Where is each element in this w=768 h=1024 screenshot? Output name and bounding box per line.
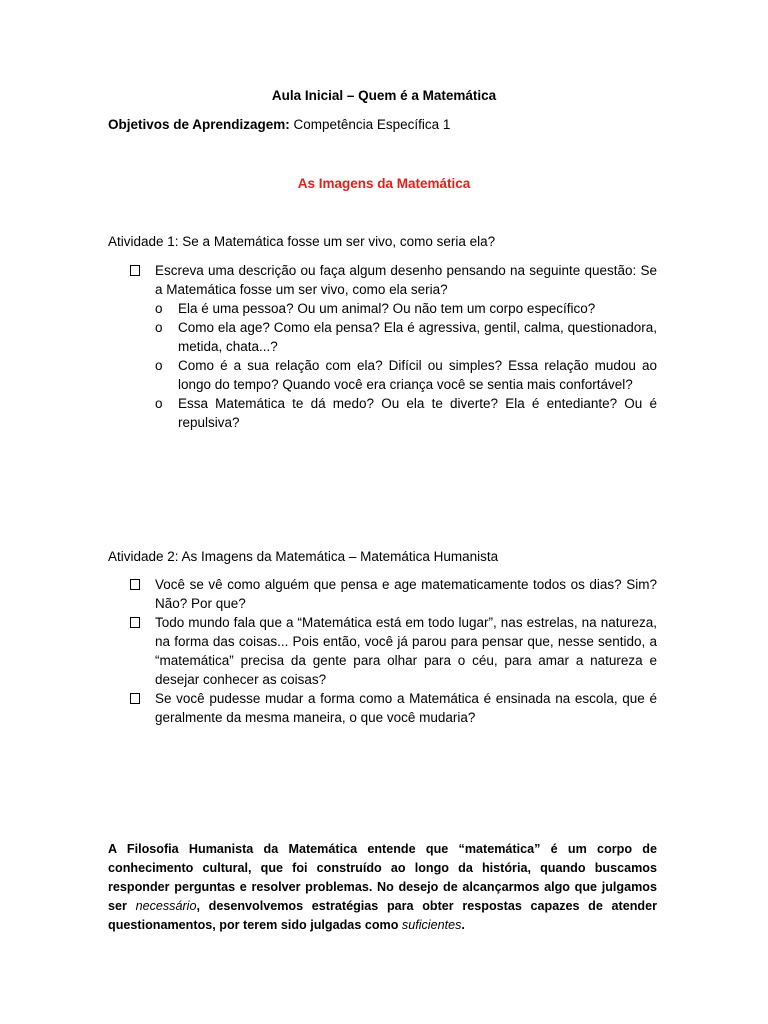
philosophy-italic-suficientes: suficientes	[401, 918, 462, 932]
section-subtitle: As Imagens da Matemática	[297, 176, 471, 191]
sub-list-item	[130, 299, 657, 318]
sub-item-text: Como ela age? Como ela pensa? Ela é agressiva, gentil, calma, questionadora, metida, chata...?	[178, 320, 657, 354]
humanist-philosophy-paragraph	[108, 840, 657, 935]
sub-bullet-marker: o	[155, 396, 163, 411]
list-item	[130, 261, 657, 299]
objectives-value: Competência Específica 1	[289, 117, 451, 132]
philosophy-text-1: A Filosofia Humanista da Matemática entende que “matemática” é um corpo de conhecimento cultural, que foi construído ao longo da história, quando buscamos responder perguntas e resolver problemas. No desejo de alcançarmos algo que julgamos ser	[108, 842, 657, 913]
activity-2-bullet-text: Se você pudesse mudar a forma como a Matemática é ensinada na escola, que é geralmente da mesma maneira, o que você mudaria?	[155, 691, 657, 725]
activity-1-list	[130, 261, 657, 432]
activity-2-heading: Atividade 2: As Imagens da Matemática – Matemática Humanista	[108, 549, 499, 564]
philosophy-text-3: .	[461, 918, 465, 932]
sub-item-text: Como é a sua relação com ela? Difícil ou simples? Essa relação mudou ao longo do tempo? Quando você era criança você se sentia mais confortável?	[178, 358, 657, 392]
sub-list-item	[130, 356, 657, 394]
sub-item-text: Essa Matemática te dá medo? Ou ela te diverte? Ela é entediante? Ou é repulsiva?	[178, 396, 657, 430]
philosophy-text-2: , desenvolvemos estratégias para obter respostas capazes de atender questionamentos, por terem sido julgadas como	[108, 899, 657, 932]
activity-1-heading: Atividade 1: Se a Matemática fosse um ser vivo, como seria ela?	[108, 234, 496, 249]
activity-2-bullet-text: Todo mundo fala que a “Matemática está em todo lugar”, nas estrelas, na natureza, na forma das coisas... Pois então, você já parou para pensar que, nesse sentido, a “matemática” precisa da gente para olhar para o céu, para amar a natureza e desejar conhecer as coisas?	[155, 615, 657, 687]
sub-bullet-marker: o	[155, 358, 163, 373]
sub-item-text: Ela é uma pessoa? Ou um animal? Ou não tem um corpo específico?	[178, 301, 596, 316]
sub-bullet-marker: o	[155, 320, 163, 335]
activity-2-bullet-text: Você se vê como alguém que pensa e age matematicamente todos os dias? Sim? Não? Por que?	[155, 577, 657, 611]
sub-bullet-marker: o	[155, 301, 163, 316]
list-item	[130, 613, 657, 689]
activity-2-list	[130, 575, 657, 727]
sub-list-item	[130, 318, 657, 356]
bullet-box-icon	[130, 693, 140, 704]
bullet-box-icon	[130, 265, 140, 276]
objectives-label: Objetivos de Aprendizagem:	[108, 117, 290, 132]
sub-list-item	[130, 394, 657, 432]
document-title: Aula Inicial – Quem é a Matemática	[271, 88, 497, 103]
philosophy-italic-necessario: necessário	[135, 899, 197, 913]
activity-1-bullet-text: Escreva uma descrição ou faça algum desenho pensando na seguinte questão: Se a Matemática fosse um ser vivo, como ela seria?	[155, 263, 657, 297]
learning-objectives	[108, 115, 450, 134]
list-item	[130, 575, 657, 613]
list-item	[130, 689, 657, 727]
bullet-box-icon	[130, 579, 140, 590]
bullet-box-icon	[130, 617, 140, 628]
